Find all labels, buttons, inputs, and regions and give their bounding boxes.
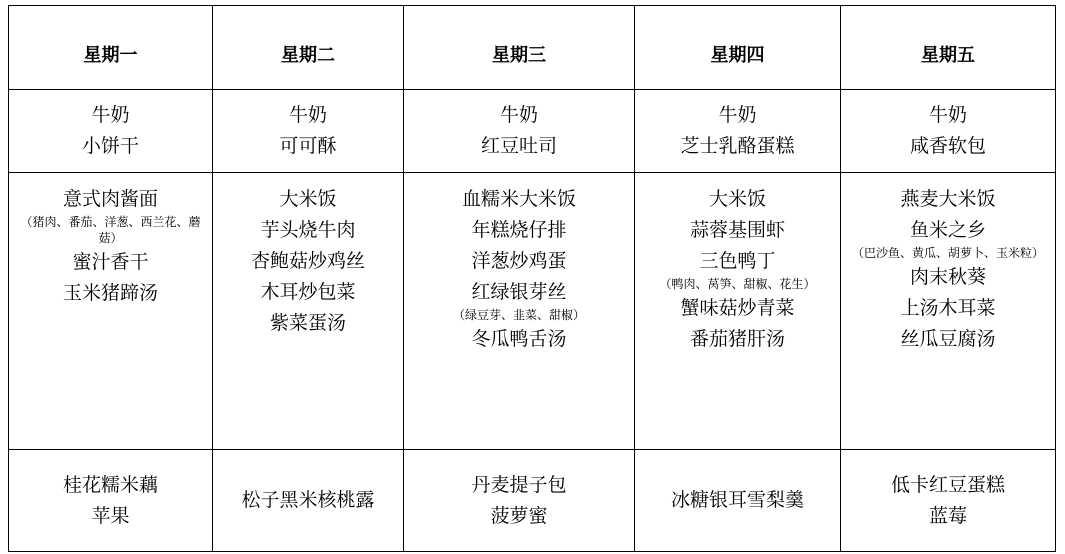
menu-item: 桂花糯米藕: [62, 473, 158, 496]
menu-item: 牛奶: [91, 104, 130, 126]
menu-item: 冰糖银耳雪梨羹: [670, 489, 804, 511]
snack-cell: [213, 450, 404, 552]
lunch-cell: [404, 173, 635, 450]
menu-item: 芋头烧牛肉: [260, 219, 356, 241]
menu-item: 丝瓜豆腐汤: [900, 328, 996, 350]
day-header: 星期五: [921, 44, 975, 66]
day-header-cell: [9, 6, 213, 90]
breakfast-cell: [635, 90, 841, 173]
breakfast-row: [9, 90, 1056, 173]
menu-item: 年糕烧仔排: [471, 219, 567, 241]
menu-item: 红豆吐司: [480, 135, 557, 157]
menu-item: 鱼米之乡: [909, 219, 986, 241]
menu-item: 玉米猪蹄汤: [62, 282, 158, 304]
menu-item: 菠萝蜜: [490, 504, 548, 527]
ingredient-note: （鸭肉、莴笋、甜椒、花生）: [659, 277, 816, 291]
menu-item: 三色鸭丁: [699, 250, 776, 272]
menu-item: 洋葱炒鸡蛋: [471, 250, 567, 272]
menu-item: 肉末秋葵: [909, 266, 986, 288]
day-header-cell: [841, 6, 1056, 90]
breakfast-cell: [213, 90, 404, 173]
menu-item: 大米饭: [279, 188, 337, 210]
day-header: 星期三: [492, 44, 546, 66]
header-row: [9, 6, 1056, 90]
menu-item: 松子黑米核桃露: [241, 489, 375, 511]
lunch-row: [9, 173, 1056, 450]
menu-item: 大米饭: [708, 188, 766, 210]
menu-item: 蒜蓉基围虾: [689, 219, 785, 241]
ingredient-note: （猪肉、番茄、洋葱、西兰花、蘑菇）: [20, 215, 201, 245]
lunch-cell: [9, 173, 213, 450]
breakfast-cell: [841, 90, 1056, 173]
menu-item: 蟹味菇炒青菜: [680, 297, 795, 319]
day-header-cell: [635, 6, 841, 90]
day-header-cell: [404, 6, 635, 90]
ingredient-note: （绿豆芽、韭菜、甜椒）: [452, 308, 585, 322]
snack-row: [9, 450, 1056, 552]
menu-item: 意式肉酱面: [62, 188, 158, 210]
lunch-cell: [635, 173, 841, 450]
lunch-cell: [213, 173, 404, 450]
menu-item: 可可酥: [279, 135, 337, 157]
day-header: 星期四: [710, 44, 765, 66]
day-header: 星期一: [83, 44, 138, 66]
menu-item: 冬瓜鸭舌汤: [471, 328, 567, 350]
menu-item: 蓝莓: [928, 504, 967, 527]
menu-item: 牛奶: [288, 104, 327, 126]
menu-item: 芝士乳酪蛋糕: [680, 135, 795, 157]
menu-item: 牛奶: [718, 104, 757, 126]
breakfast-cell: [9, 90, 213, 173]
menu-item: 小饼干: [81, 135, 139, 157]
menu-item: 紫菜蛋汤: [269, 312, 346, 334]
menu-item: 牛奶: [499, 104, 538, 126]
menu-item: 杏鲍菇炒鸡丝: [250, 250, 365, 272]
day-header-cell: [213, 6, 404, 90]
breakfast-cell: [404, 90, 635, 173]
menu-item: 燕麦大米饭: [900, 188, 996, 210]
snack-cell: [404, 450, 635, 552]
menu-item: 上汤木耳菜: [900, 297, 996, 319]
menu-item: 牛奶: [928, 104, 967, 126]
snack-cell: [635, 450, 841, 552]
menu-item: 苹果: [91, 504, 130, 527]
lunch-cell: [841, 173, 1056, 450]
snack-cell: [841, 450, 1056, 552]
day-header: 星期二: [281, 44, 335, 66]
menu-item: 低卡红豆蛋糕: [890, 473, 1005, 496]
snack-cell: [9, 450, 213, 552]
menu-item: 木耳炒包菜: [260, 281, 356, 303]
menu-item: 丹麦提子包: [471, 473, 567, 496]
ingredient-note: （巴沙鱼、黄瓜、胡萝卜、玉米粒）: [851, 246, 1044, 260]
weekly-menu-table: [8, 5, 1056, 552]
menu-item: 红绿银芽丝: [471, 281, 567, 303]
menu-item: 蜜汁香干: [72, 251, 149, 273]
menu-item: 咸香软包: [909, 135, 986, 157]
menu-item: 血糯米大米饭: [461, 188, 576, 210]
menu-item: 番茄猪肝汤: [689, 328, 785, 350]
